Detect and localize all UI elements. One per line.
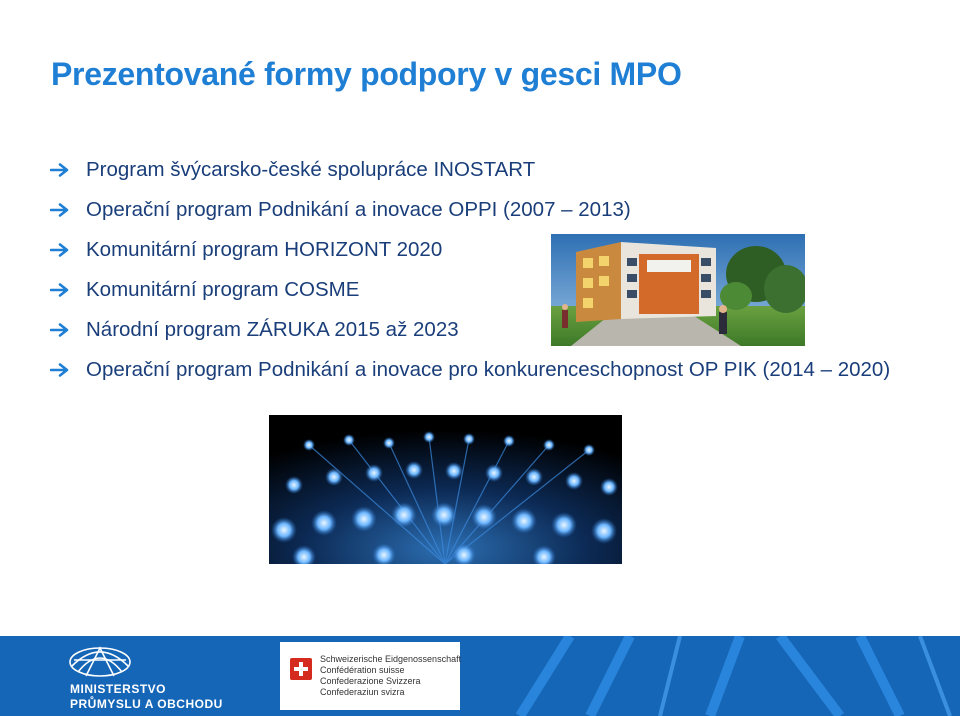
bullet-text: Komunitární program COSME (86, 278, 360, 301)
swiss-text (320, 654, 461, 698)
bullet-text: Program švýcarsko-české spolupráce INOSTART (86, 158, 536, 181)
ministry-name-line2: PRŮMYSLU A OBCHODU (70, 697, 223, 711)
bullet-text: Operační program Podnikání a inovace pro konkurenceschopnost OP PIK (2014 – 2020) (86, 358, 891, 381)
arrow-right-icon (50, 203, 70, 217)
swiss-cross-icon (290, 658, 312, 680)
swiss-line: Confederaziun svizra (320, 687, 405, 697)
bullet-text: Operační program Podnikání a inovace OPPI (2007 – 2013) (86, 198, 631, 221)
bullet-item (50, 156, 936, 184)
bullet-text: Národní program ZÁRUKA 2015 až 2023 (86, 318, 459, 341)
swiss-line: Confederazione Svizzera (320, 676, 421, 686)
swiss-logo (280, 642, 460, 710)
arrow-right-icon (50, 163, 70, 177)
swiss-line: Schweizerische Eidgenossenschaft (320, 654, 462, 664)
swiss-line: Confédération suisse (320, 665, 405, 675)
fiber-optics-photo (269, 415, 622, 564)
arrow-right-icon (50, 283, 70, 297)
decorative-lines (480, 636, 960, 716)
building-photo (551, 234, 805, 346)
arrow-right-icon (50, 363, 70, 377)
ministry-name-line1: MINISTERSTVO (70, 682, 167, 696)
bullet-item (50, 196, 936, 224)
slide-title: Prezentované formy podpory v gesci MPO (51, 56, 682, 92)
bullet-text: Komunitární program HORIZONT 2020 (86, 238, 443, 261)
arrow-right-icon (50, 323, 70, 337)
arrow-right-icon (50, 243, 70, 257)
bullet-item (50, 356, 936, 384)
